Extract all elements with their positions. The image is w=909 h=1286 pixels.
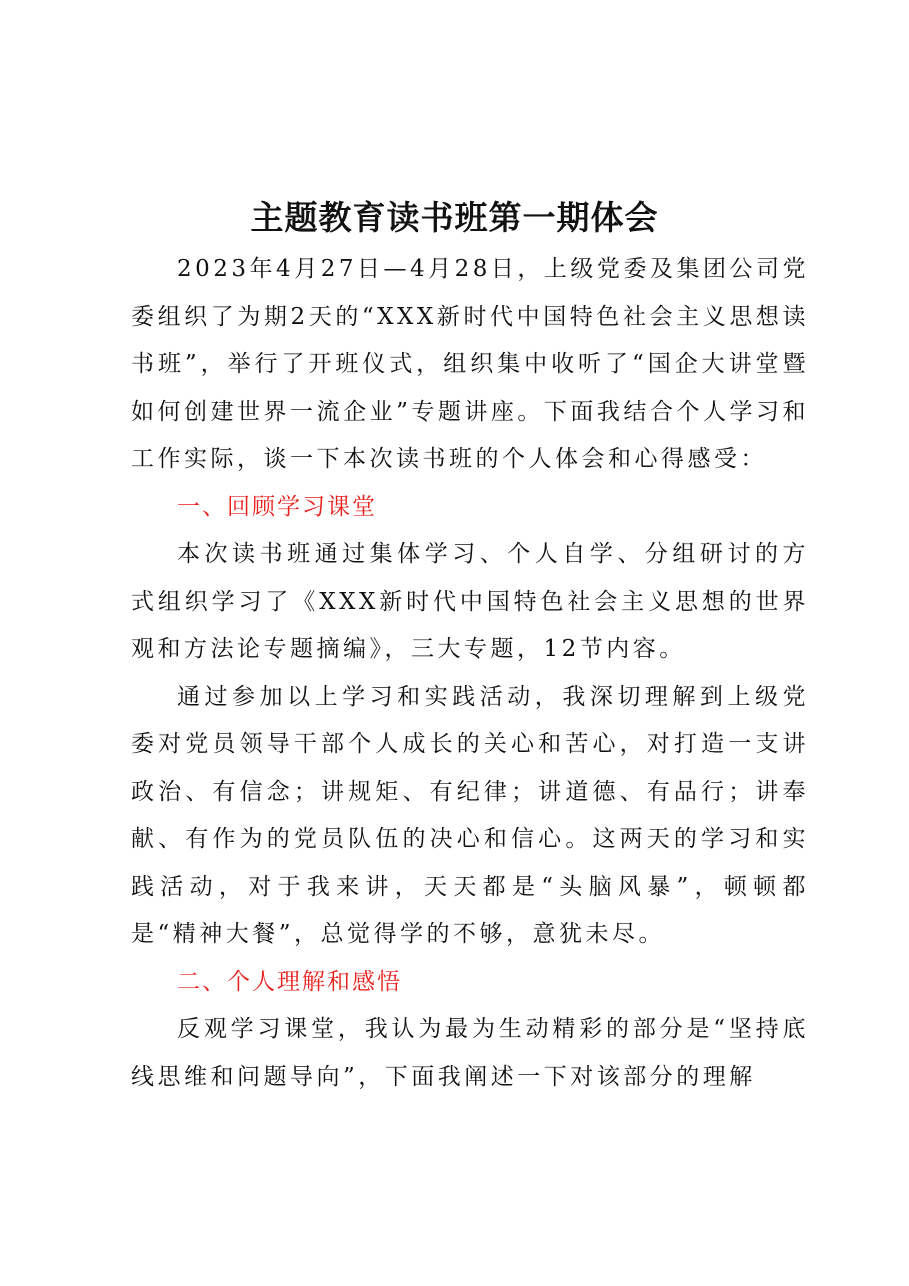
intro-paragraph: 2023年4月27日—4月28日，上级党委及集团公司党委组织了为期2天的“XXX新时代中国特色社会主义思想读书班”，举行了开班仪式，组织集中收听了“国企大讲堂暨如何创建世界一流企业”专题讲座。下面我结合个人学习和工作实际，谈一下本次读书班的个人体会和心得感受： — [131, 256, 809, 472]
section-heading-1: 一、回顾学习课堂 — [177, 493, 377, 520]
section-1-paragraph-1: 本次读书班通过集体学习、个人自学、分组研讨的方式组织学习了《XXX新时代中国特色社会主义思想的世界观和方法论专题摘编》，三大专题，12节内容。 — [131, 541, 809, 662]
document-title: 主题教育读书班第一期体会 — [250, 198, 659, 237]
document-body — [131, 246, 809, 1101]
section-2-paragraph-1: 反观学习课堂，我认为最为生动精彩的部分是“坚持底线思维和问题导向”，下面我阐述一下对该部分的理解 — [131, 1016, 809, 1090]
section-1-paragraph-2: 通过参加以上学习和实践活动，我深切理解到上级党委对党员领导干部个人成长的关心和苦心，对打造一支讲政治、有信念；讲规矩、有纪律；讲道德、有品行；讲奉献、有作为的党员队伍的决心和信心。这两天的学习和实践活动，对于我来讲，天天都是“头脑风暴”，顿顿都是“精神大餐”，总觉得学的不够，意犹未尽。 — [131, 683, 809, 947]
section-heading-2: 二、个人理解和感悟 — [177, 968, 402, 995]
